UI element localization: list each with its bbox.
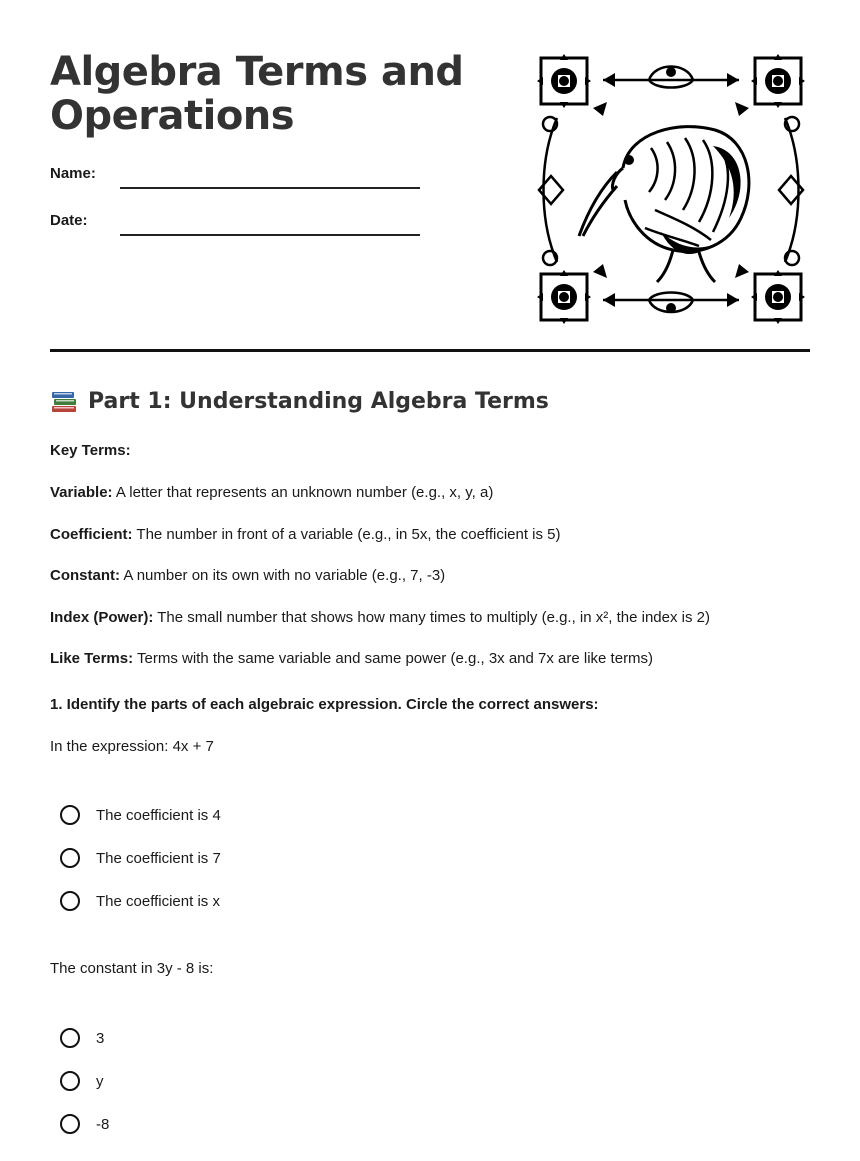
term-definition: A number on its own with no variable (e.g., 7, -3) bbox=[123, 567, 446, 584]
term-definition: The small number that shows how many times to multiply (e.g., in x², the index is 2) bbox=[157, 609, 710, 626]
term-coefficient bbox=[50, 525, 561, 545]
answer-option[interactable] bbox=[60, 1025, 104, 1051]
answer-option[interactable] bbox=[60, 1068, 104, 1094]
option-label: y bbox=[96, 1072, 104, 1090]
section-title bbox=[50, 388, 549, 414]
option-label: The coefficient is 4 bbox=[96, 806, 221, 824]
term-name: Coefficient: bbox=[50, 526, 133, 543]
kiwi-bird-illustration bbox=[533, 50, 809, 330]
term-definition: The number in front of a variable (e.g., in 5x, the coefficient is 5) bbox=[136, 526, 561, 543]
option-label: The coefficient is 7 bbox=[96, 849, 221, 867]
term-index bbox=[50, 608, 710, 628]
radio-circle-icon[interactable] bbox=[60, 848, 80, 868]
header-divider bbox=[50, 349, 810, 352]
books-icon bbox=[50, 388, 78, 414]
question-1b-text: The constant in 3y - 8 is: bbox=[50, 960, 214, 977]
term-like-terms bbox=[50, 649, 653, 669]
answer-option[interactable] bbox=[60, 888, 220, 914]
date-label: Date: bbox=[50, 212, 88, 229]
name-label: Name: bbox=[50, 165, 96, 182]
answer-option[interactable] bbox=[60, 802, 221, 828]
radio-circle-icon[interactable] bbox=[60, 1028, 80, 1048]
section-title-text: Part 1: Understanding Algebra Terms bbox=[88, 388, 549, 414]
term-name: Variable: bbox=[50, 484, 113, 501]
answer-option[interactable] bbox=[60, 1111, 109, 1137]
question-1a-text: In the expression: 4x + 7 bbox=[50, 738, 214, 755]
key-terms-heading: Key Terms: bbox=[50, 442, 131, 459]
radio-circle-icon[interactable] bbox=[60, 1071, 80, 1091]
term-name: Constant: bbox=[50, 567, 120, 584]
radio-circle-icon[interactable] bbox=[60, 805, 80, 825]
answer-option[interactable] bbox=[60, 845, 221, 871]
term-name: Like Terms: bbox=[50, 650, 134, 667]
radio-circle-icon[interactable] bbox=[60, 1114, 80, 1134]
term-definition: Terms with the same variable and same power (e.g., 3x and 7x are like terms) bbox=[137, 650, 654, 667]
term-constant bbox=[50, 566, 445, 586]
term-definition: A letter that represents an unknown number (e.g., x, y, a) bbox=[115, 484, 494, 501]
term-variable bbox=[50, 483, 493, 503]
option-label: 3 bbox=[96, 1029, 105, 1047]
question-1-prompt: 1. Identify the parts of each algebraic expression. Circle the correct answers: bbox=[50, 696, 599, 713]
radio-circle-icon[interactable] bbox=[60, 891, 80, 911]
option-label: -8 bbox=[96, 1115, 110, 1133]
term-name: Index (Power): bbox=[50, 609, 154, 626]
date-field[interactable] bbox=[120, 234, 420, 236]
worksheet-title: Algebra Terms and Operations bbox=[50, 49, 464, 139]
option-label: The coefficient is x bbox=[96, 892, 220, 910]
name-field[interactable] bbox=[120, 187, 420, 189]
